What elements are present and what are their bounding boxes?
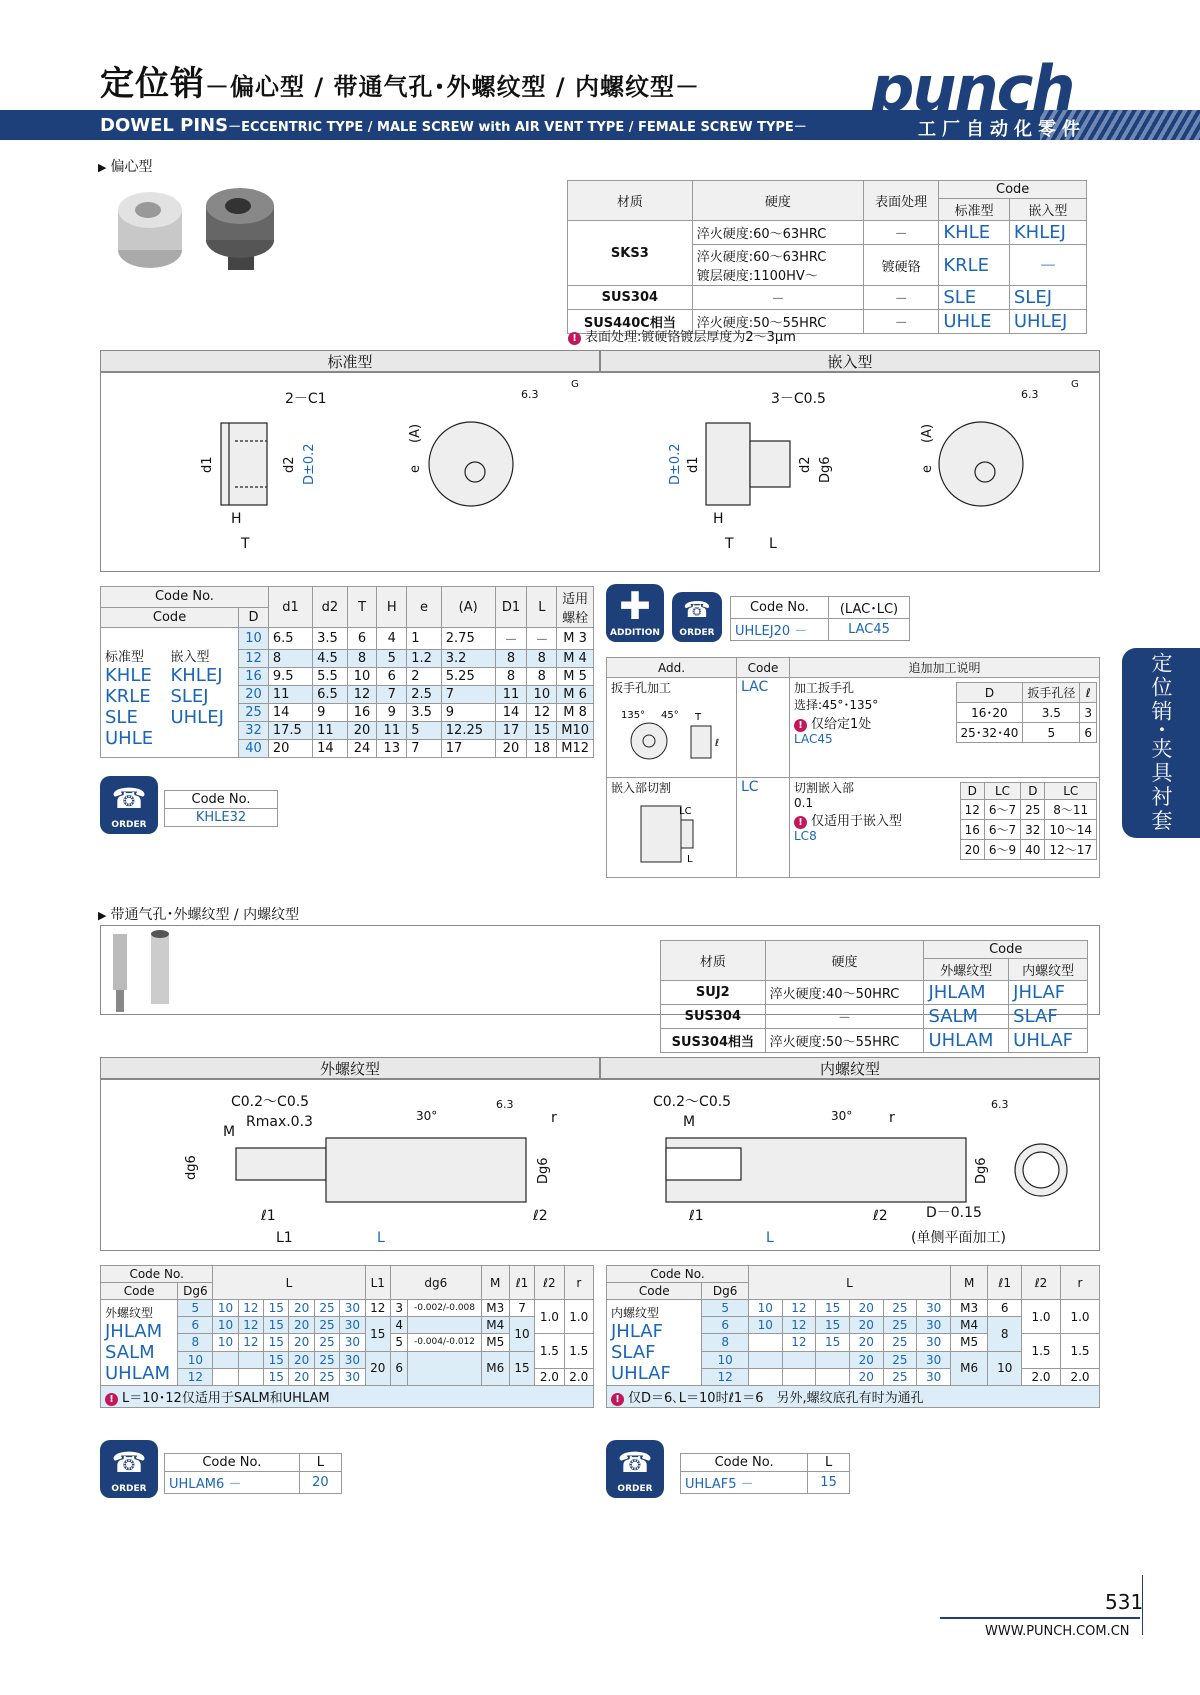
c05-label: 3－C0.5	[771, 391, 826, 407]
l2-male: ℓ2	[533, 1208, 548, 1224]
punch-logo: punch	[870, 52, 1074, 125]
std-type-label: 标准型	[100, 350, 600, 372]
material-table-eccentric: 材质 硬度 表面处理 Code 标准型 嵌入型 SKS3 淬火硬度:60～63HRC － KHLE KHLEJ 淬火硬度:60～63HRC 镀层硬度:1100HV～ 镀硬铬 KRLE － SUS304 － － SLE SLEJ SUS440C相当 淬火硬度:50～55HRC － UHLE UHLEJ	[567, 180, 1087, 334]
eccentric-drawings	[100, 372, 1100, 572]
e-label-emb: e	[920, 465, 935, 473]
r-male: r	[551, 1110, 557, 1126]
rough-emb: 6.3	[1021, 388, 1039, 401]
male-screw-table: Code No. L L1 dg6 M ℓ1 ℓ2 r Code Dg6 外螺纹型 JHLAM SALM UHLAM 5 10 12 15 20 25 30 12 3 -0.002/-0.008 M3 7 1.0 1.0 6 10 12 15 20 25 30 15 4 M4 10 8 10 12 15 20 25 30 5 -0.004/-0.012 M5 1.5 1.5 10 15 20 25 30 20 6 M6 15 12 15 20 25 30 2.0 2.0 ! L＝10･12仅适用于SALM和UHLAM	[100, 1265, 594, 1408]
phone-icon: ☎	[111, 781, 147, 815]
wrench-sub-table: D 扳手孔径 ℓ 16･20 3.5 3 25･32･40 5 6	[956, 682, 1097, 743]
addition-badge: ✚ ADDITION	[606, 584, 664, 642]
addition-table: Add. Code 追加加工说明 扳手孔加工 135° 45° T ℓ LAC 加工扳手孔 选择:45°･135° ! 仅给定1处 LAC45 D 扳手孔径 ℓ 16･20 3.5 3 25･32･40 5 6 嵌入部切割 LC L LC 切割嵌入部 0.1 ! 仅适用于嵌入型 LC8 D LC D LC 12 6～7 25 8～11 16 6～7 32 10～14 20 6～9 40 12～17	[606, 657, 1100, 878]
female-type-label: 内螺纹型	[600, 1057, 1100, 1079]
emb-type-label: 嵌入型	[600, 350, 1100, 372]
embed-cut-drawing	[611, 796, 731, 866]
side-tab[interactable]: 定位销･夹具衬套	[1122, 648, 1200, 838]
page-title-cn: 定位销－偏心型 / 带通气孔･外螺纹型 / 内螺纹型－	[100, 64, 700, 104]
phone-icon: ☎	[111, 1445, 147, 1479]
phone-icon: ☎	[617, 1445, 653, 1479]
phone-icon: ☎	[683, 597, 711, 623]
a30-female: 30°	[831, 1109, 853, 1123]
product-photo-air-vent	[101, 926, 201, 1016]
dflat-label: D－0.15	[926, 1205, 982, 1221]
L-male: L	[377, 1230, 385, 1246]
dimension-table-eccentric: Code No. d1 d2 T H e (A) D1 L 适用螺栓 Code D 标准型 KHLE KRLE SLE UHLE 嵌入型 KHLEJ SLEJ UHLEJ 10 6.5 3.5 6 4 1 2.75 － － M 3 12 8 4.5 8 5 1.2 3.2 8 8 M 4 16 9.5 5.5 10 6 2 5.25 8 8 M 5 20 11 6.5 12 7 2.5 7 11 10 M 6 25 14 9 16 9 3.5 9 14 12 M 8 32 17.5 11 20 11 5 12.25 17 15 M10 40 20 14 24 13 7 17 20 18 M12	[100, 586, 594, 758]
footer-url[interactable]: WWW.PUNCH.COM.CN	[985, 1624, 1130, 1639]
rough-female: 6.3	[991, 1098, 1009, 1111]
logo-subtitle: 工厂自动化零件	[918, 119, 1086, 140]
rmax-male: Rmax.0.3	[246, 1114, 313, 1130]
rough-male: 6.3	[496, 1098, 514, 1111]
t-label-emb: T	[725, 536, 734, 552]
Dg6-label-emb: Dg6	[818, 456, 833, 483]
D-label: D±0.2	[302, 443, 317, 485]
g-emb: G	[1071, 379, 1079, 390]
air-vent-drawing-svg	[101, 1080, 1101, 1252]
l-label: L	[769, 536, 777, 552]
h-label-emb: H	[713, 511, 724, 527]
rough-std: 6.3	[521, 388, 539, 401]
section-title-air-vent: ▶ 带通气孔･外螺纹型 / 内螺纹型	[98, 904, 299, 924]
d2-label: d2	[282, 456, 297, 473]
svg-text:LC: LC	[679, 806, 692, 817]
order-badge: ☎ ORDER	[100, 776, 158, 834]
male-type-label: 外螺纹型	[100, 1057, 600, 1079]
c02-male: C0.2～C0.5	[231, 1094, 310, 1110]
svg-text:T: T	[695, 712, 702, 723]
h-label: H	[231, 511, 242, 527]
a30-male: 30°	[416, 1109, 438, 1123]
d2-label-emb: d2	[798, 456, 813, 473]
flat-label: (单侧平面加工)	[911, 1230, 1006, 1246]
addition-order-example: Code No. (LAC･LC) UHLEJ20 － LAC45	[730, 596, 910, 641]
order-badge-male: ☎ ORDER	[100, 1440, 158, 1498]
l1-male: ℓ1	[261, 1208, 276, 1224]
l2-female: ℓ2	[873, 1208, 888, 1224]
air-vent-drawings	[100, 1079, 1100, 1251]
g-std: G	[571, 379, 579, 390]
svg-text:45°: 45°	[661, 710, 679, 721]
dg6-male: dg6	[184, 1155, 199, 1180]
m-male: M	[223, 1124, 236, 1140]
Dg6-female: Dg6	[974, 1157, 989, 1184]
wrench-hole-drawing	[611, 696, 731, 766]
page-number: 531	[1105, 1590, 1144, 1614]
eccentric-drawing-svg	[101, 373, 1101, 573]
L1-male: L1	[276, 1230, 293, 1246]
c02-female: C0.2～C0.5	[653, 1094, 732, 1110]
material-table-air-vent: 材质 硬度 Code 外螺纹型 内螺纹型 SUJ2 淬火硬度:40～50HRC JHLAM JHLAF SUS304 － SALM SLAF SUS304相当 淬火硬度:50～55HRC UHLAM UHLAF	[660, 940, 1088, 1053]
svg-text:L: L	[687, 854, 693, 865]
c1-label: 2－C1	[285, 391, 327, 407]
order-badge-small: ☎ ORDER	[672, 592, 722, 642]
Dg6-male: Dg6	[536, 1157, 551, 1184]
female-screw-table: Code No. L M ℓ1 ℓ2 r Code Dg6 内螺纹型 JHLAF SLAF UHLAF 5 10 12 15 20 25 30 M3 6 1.0 1.0 6 10 12 15 20 25 30 M4 8 8 12 15 20 25 30 M5 1.5 1.5 10 20 25 30 M6 10 12 20 25 30 2.0 2.0 ! 仅D＝6､L＝10时ℓ1＝6 另外,螺纹底孔有时为通孔	[606, 1265, 1100, 1408]
footer-line	[940, 1617, 1140, 1619]
L-female: L	[766, 1230, 774, 1246]
order-example-female: Code No. L UHLAF5 － 15	[680, 1453, 850, 1494]
order-example-eccentric: Code No. KHLE32	[164, 790, 278, 827]
D-label-emb: D±0.2	[668, 443, 683, 485]
order-example-male: Code No. L UHLAM6 － 20	[164, 1453, 342, 1494]
plus-icon: ✚	[619, 584, 651, 628]
d1-label: d1	[200, 456, 215, 473]
section-title-eccentric: ▶ 偏心型	[98, 156, 152, 176]
e-label: e	[408, 465, 423, 473]
t-label: T	[241, 536, 250, 552]
d1-label-emb: d1	[686, 456, 701, 473]
svg-text:135°: 135°	[621, 710, 646, 721]
m-female: M	[683, 1114, 696, 1130]
svg-text:ℓ: ℓ	[715, 738, 720, 749]
A-label: (A)	[408, 423, 423, 443]
lc-sub-table: D LC D LC 12 6～7 25 8～11 16 6～7 32 10～14 20 6～9 40 12～17	[960, 782, 1097, 860]
page-title-en: DOWEL PINS－ECCENTRIC TYPE / MALE SCREW with AIR VENT TYPE / FEMALE SCREW TYPE－	[100, 115, 807, 136]
A-label-emb: (A)	[920, 423, 935, 443]
order-badge-female: ☎ ORDER	[606, 1440, 664, 1498]
surface-note: ! 表面处理:镀硬铬镀层厚度为2～3μm	[568, 326, 796, 345]
l1-female: ℓ1	[689, 1208, 704, 1224]
r-female: r	[889, 1110, 895, 1126]
